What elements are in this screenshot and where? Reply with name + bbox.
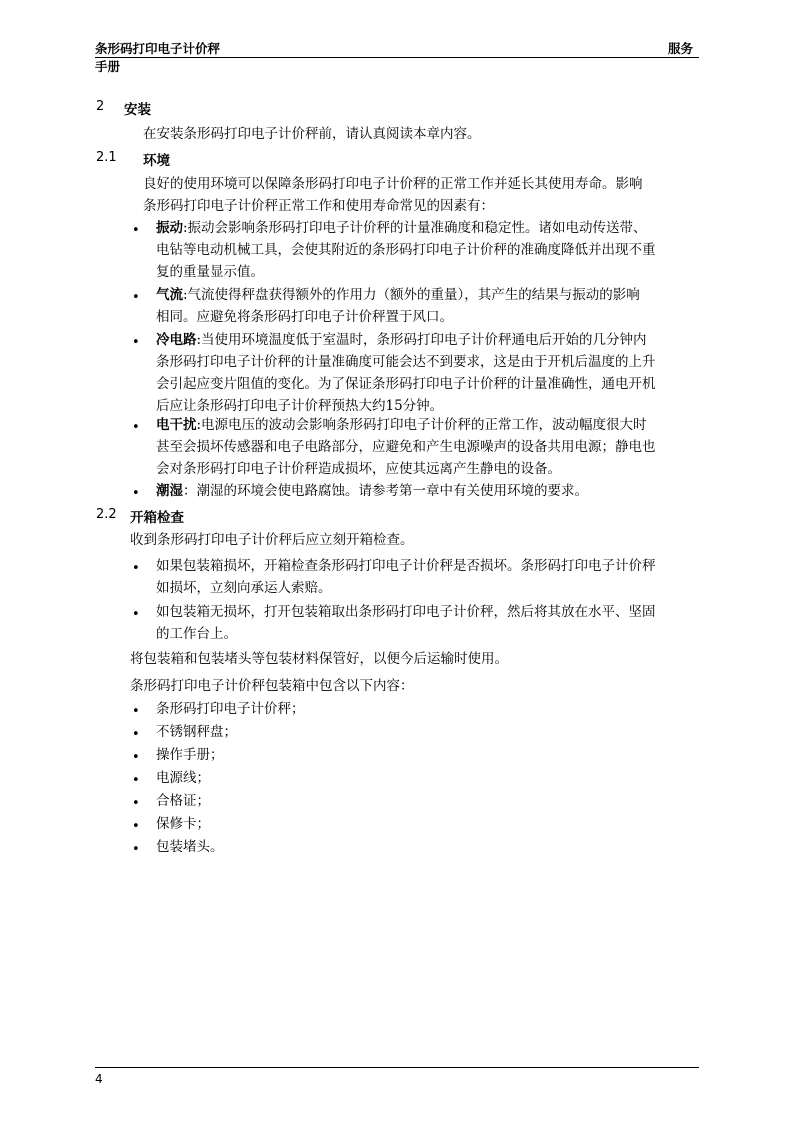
contents-heading: 条形码打印电子计价秤包装箱中包含以下内容： <box>130 678 414 694</box>
section-2-2-number: 2.2 <box>96 507 117 522</box>
section-2-2-intro: 收到条形码打印电子计价秤后应立刻开箱检查。 <box>130 532 414 548</box>
section-2-1-title: 环境 <box>143 153 170 169</box>
unpack-item-damaged: 如果包装箱损坏，开箱检查条形码打印电子计价秤是否损坏。条形码打印电子计价秤 如损坏，立刻向承运人索赔。 <box>156 558 656 596</box>
bullet-dot: • <box>132 486 140 501</box>
bullet-dot: • <box>132 750 140 765</box>
contents-item: 包装堵头。 <box>156 839 224 855</box>
bullet-cold-circuit: 冷电路:当使用环境温度低于室温时，条形码打印电子计价秤通电后开始的几分钟内 条形码打印电子计价秤的计量准确度可能会达不到要求，这是由于开机后温度的上升 会引起应变片阻值的变化。为了保证条形码打印电子计价秤的计量准确性，通电开机 后应让条形码打印电子计价秤预热大约15分钟。 <box>156 332 656 414</box>
section-2-1-number: 2.1 <box>96 150 117 165</box>
contents-item: 操作手册； <box>156 747 224 763</box>
bullet-dot: • <box>132 335 140 350</box>
bullet-dot: • <box>132 704 140 719</box>
bullet-dot: • <box>132 727 140 742</box>
chapter-intro: 在安装条形码打印电子计价秤前，请认真阅读本章内容。 <box>143 126 481 142</box>
bullet-dot: • <box>132 290 140 305</box>
contents-item: 不锈钢秤盘； <box>156 724 237 740</box>
bullet-vibration: 振动:振动会影响条形码打印电子计价秤的计量准确度和稳定性。诸如电动传送带、 电钻等电动机械工具，会使其附近的条形码打印电子计价秤的准确度降低并出现不重 复的重量显示值。 <box>156 220 656 280</box>
bullet-humidity: 潮湿：潮湿的环境会使电路腐蚀。请参考第一章中有关使用环境的要求。 <box>156 483 588 499</box>
bullet-dot: • <box>132 796 140 811</box>
contents-item: 合格证； <box>156 793 210 809</box>
bullet-airflow: 气流:气流使得秤盘获得额外的作用力（额外的重量），其产生的结果与振动的影响 相同。应避免将条形码打印电子计价秤置于风口。 <box>156 287 640 325</box>
storage-note: 将包装箱和包装堵头等包装材料保管好，以便今后运输时使用。 <box>130 651 508 667</box>
unpack-item-intact: 如包装箱无损坏，打开包装箱取出条形码打印电子计价秤，然后将其放在水平、坚固 的工作台上。 <box>156 604 656 642</box>
bullet-dot: • <box>132 819 140 834</box>
section-2-2-title: 开箱检查 <box>130 510 184 526</box>
footer-rule <box>95 1067 699 1068</box>
header-title-cont: 手册 <box>95 59 121 74</box>
chapter-number: 2 <box>96 99 105 114</box>
page-number: 4 <box>95 1072 103 1086</box>
bullet-dot: • <box>132 607 140 622</box>
bullet-dot: • <box>132 561 140 576</box>
bullet-dot: • <box>132 223 140 238</box>
chapter-title: 安装 <box>124 102 151 118</box>
section-2-1-intro: 良好的使用环境可以保障条形码打印电子计价秤的正常工作并延长其使用寿命。影响 条形码打印电子计价秤正常工作和使用寿命常见的因素有： <box>143 176 643 214</box>
contents-item: 电源线； <box>156 770 210 786</box>
bullet-interference: 电干扰:电源电压的波动会影响条形码打印电子计价秤的正常工作，波动幅度很大时 甚至会损坏传感器和电子电路部分，应避免和产生电源噪声的设备共用电源；静电也 会对条形码打印电子计价秤造成损坏，应使其远离产生静电的设备。 <box>156 417 656 477</box>
contents-item: 条形码打印电子计价秤； <box>156 701 305 717</box>
header-title: 条形码打印电子计价秤 <box>95 41 221 56</box>
bullet-dot: • <box>132 842 140 857</box>
bullet-dot: • <box>132 773 140 788</box>
header-section: 服务 <box>668 41 694 56</box>
bullet-dot: • <box>132 420 140 435</box>
header-rule <box>95 57 699 58</box>
contents-item: 保修卡； <box>156 816 210 832</box>
